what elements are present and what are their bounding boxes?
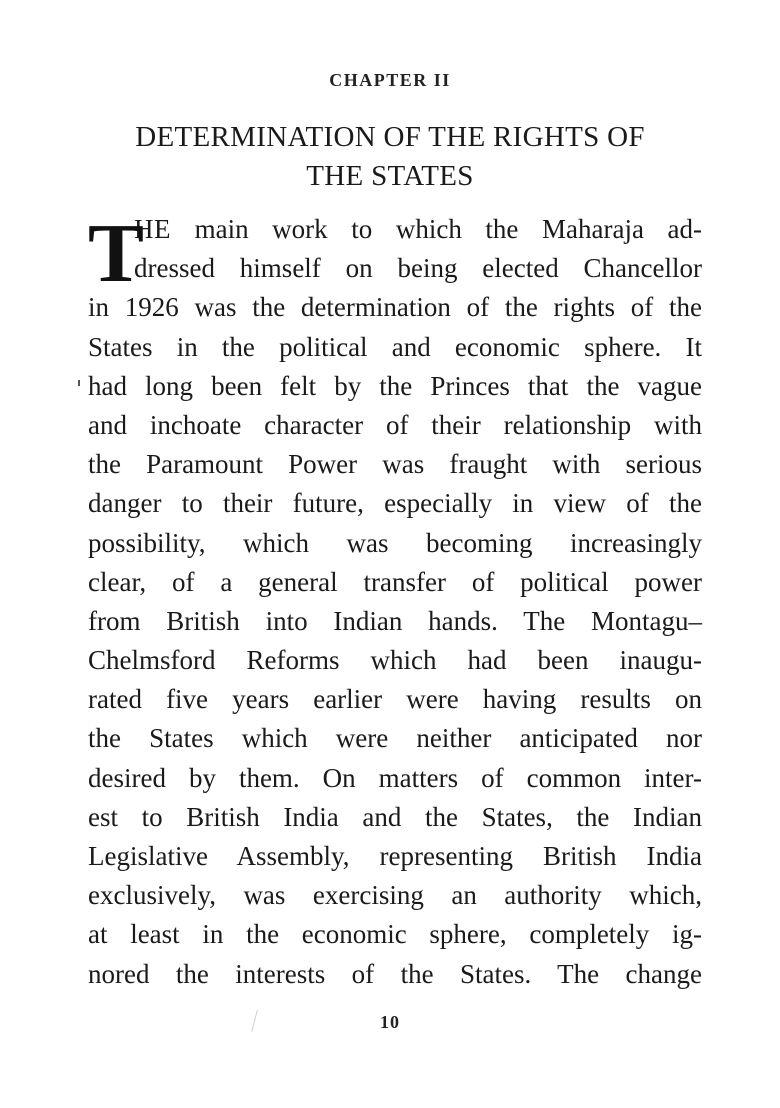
text-line-3: in 1926 was the determination of the rights of the xyxy=(88,292,702,323)
chapter-label: CHAPTER II xyxy=(329,70,451,90)
text-line-6: and inchoate character of their relationship with xyxy=(88,409,702,440)
text-line-1-rest: main work to which the Maharaja ad- xyxy=(171,214,702,244)
text-line-19: at least in the economic sphere, completely ig- xyxy=(88,919,702,950)
text-line-15: desired by them. On matters of common inter- xyxy=(88,762,702,793)
text-line-11: from British into Indian hands. The Montagu– xyxy=(88,605,702,636)
chapter-title xyxy=(60,118,720,196)
text-line-17: Legislative Assembly, representing British India xyxy=(88,841,702,871)
chapter-title-line-1: DETERMINATION OF THE RIGHTS OF xyxy=(135,121,645,153)
text-line-4: States in the political and economic sphere. It xyxy=(88,331,702,362)
page-number: 10 xyxy=(380,1012,400,1032)
text-line-13: rated five years earlier were having results on xyxy=(88,684,702,715)
text-line-2: dressed himself on being elected Chancellor xyxy=(134,253,702,284)
drop-cap: T xyxy=(88,207,145,300)
text-line-10: clear, of a general transfer of political power xyxy=(88,566,702,597)
body-paragraph xyxy=(88,207,702,994)
text-line-12: Chelmsford Reforms which had been inaugu- xyxy=(88,645,702,676)
small-caps-lead: HE xyxy=(134,214,171,244)
text-line-8: danger to their future, especially in view of the xyxy=(88,488,702,519)
text-line-14: the States which were neither anticipated nor xyxy=(88,723,702,754)
text-line-18: exclusively, was exercising an authority which, xyxy=(88,880,702,911)
text-line-7: the Paramount Power was fraught with serious xyxy=(88,449,702,480)
text-line-20: nored the interests of the States. The change xyxy=(88,958,702,989)
text-line-5: had long been felt by the Princes that the vague xyxy=(88,370,702,401)
chapter-title-line-2: THE STATES xyxy=(306,160,474,192)
text-line-16: est to British India and the States, the Indian xyxy=(88,801,702,832)
stray-ink-mark xyxy=(78,380,80,386)
text-line-9: possibility, which was becoming increasingly xyxy=(88,527,702,558)
text-line-1 xyxy=(134,210,702,249)
